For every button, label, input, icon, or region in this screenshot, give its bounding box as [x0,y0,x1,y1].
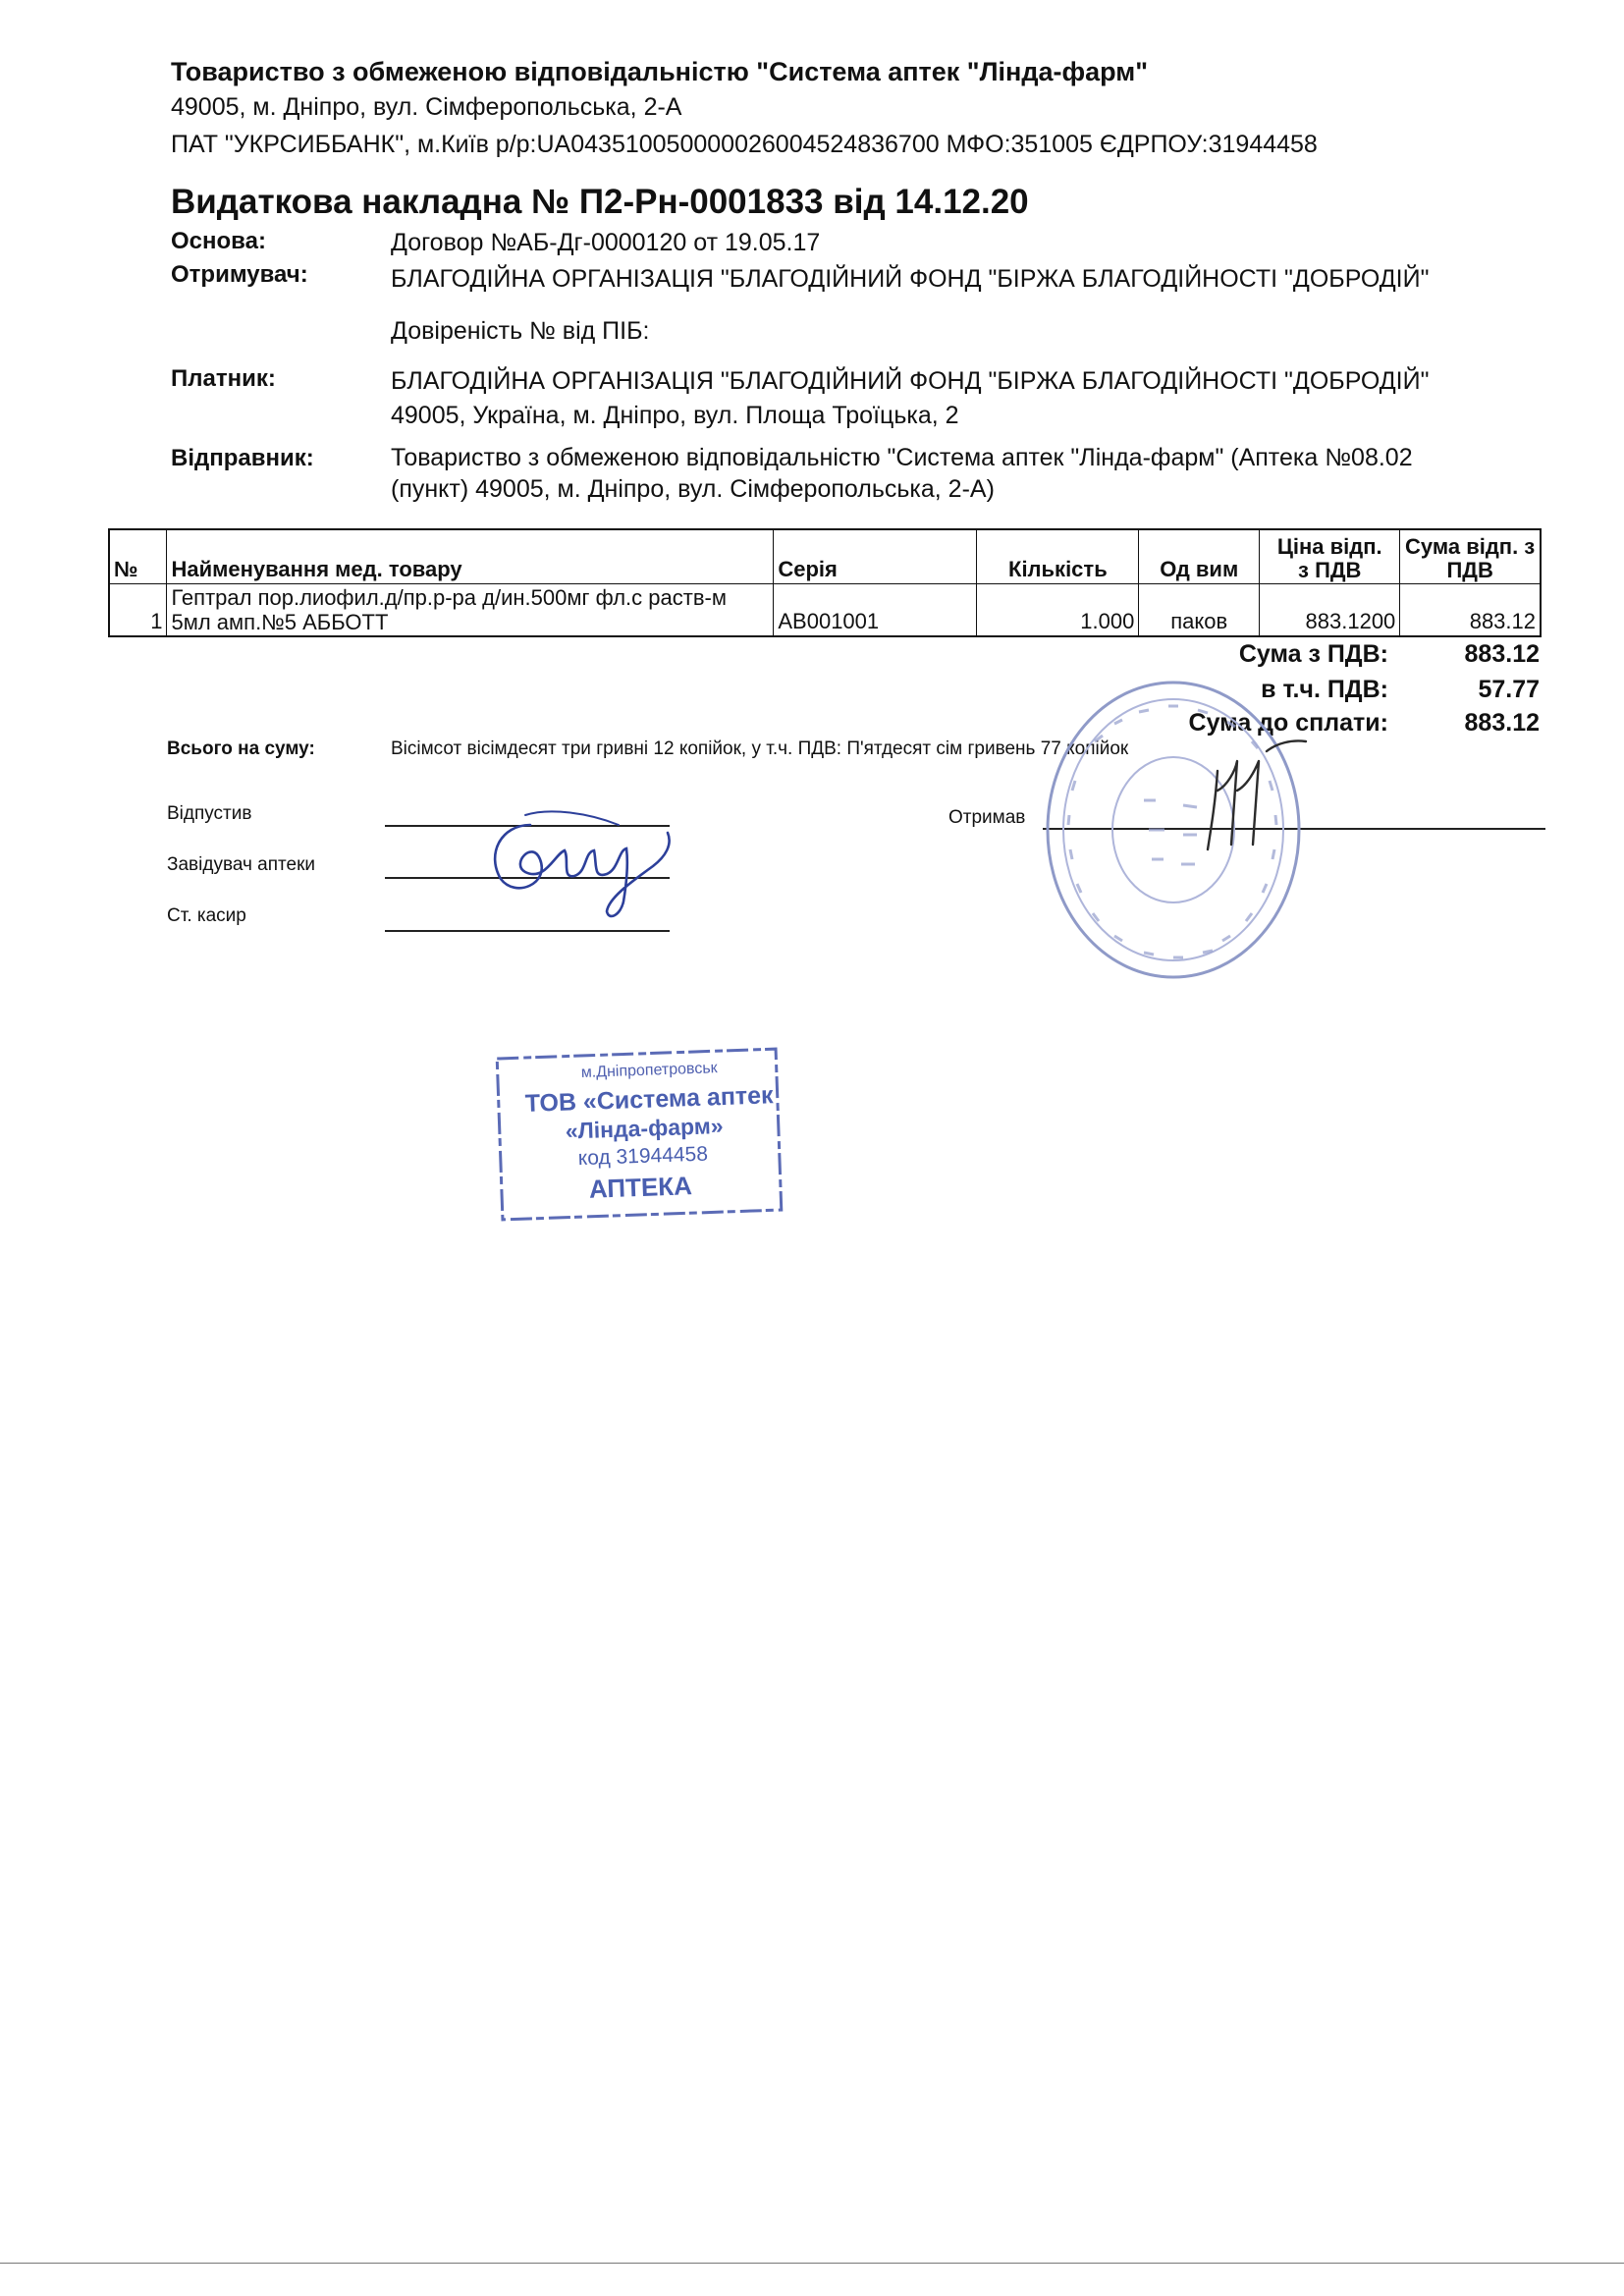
stamp-pharmacy: АПТЕКА [588,1171,693,1204]
header-name: Найменування мед. товару [167,529,774,584]
org-name: Товариство з обмеженою відповідальністю "Система аптек "Лінда-фарм" [171,57,1149,86]
received-label: Отримав [948,807,1026,828]
cashier-label: Ст. касир [167,905,246,926]
amount-words-label: Всього на суму: [167,738,315,759]
row-name-line2: 5мл амп.№5 АББОТТ [171,610,389,634]
cashier-signature-line [385,930,670,932]
recipient-label: Отримувач: [171,261,308,288]
scan-edge-line [0,2263,1624,2264]
basis-value: Договор №АБ-Дг-0000120 от 19.05.17 [391,229,821,256]
header-num: № [109,529,167,584]
to-pay-label: Сума до сплати: [1188,709,1388,737]
header-price-line2: з ПДВ [1298,558,1362,582]
header-price [1260,529,1400,584]
row-qty: 1.000 [977,584,1139,637]
stamp-city: м.Дніпропетровськ [580,1060,718,1082]
stamp-brand: «Лінда-фарм» [565,1113,724,1144]
vat-value: 57.77 [1478,676,1540,703]
row-unit: паков [1139,584,1260,637]
header-sum-line1: Сума відп. з [1405,534,1536,559]
org-address: 49005, м. Дніпро, вул. Сімферопольська, 2-А [171,93,682,121]
stamp-code: код 31944458 [577,1142,709,1171]
basis-label: Основа: [171,228,266,254]
sender-value-cont: (пункт) 49005, м. Дніпро, вул. Сімферопольська, 2-А) [391,475,995,503]
proxy-line: Довіреність № від ПІБ: [391,317,650,345]
released-label: Відпустив [167,803,252,824]
row-price: 883.1200 [1260,584,1400,637]
header-series: Серія [774,529,977,584]
amount-words-value: Вісімсот вісімдесят три гривні 12 копійок, у т.ч. ПДВ: П'ятдесят сім гривень 77 копійок [391,738,1129,759]
vat-label: в т.ч. ПДВ: [1261,676,1388,703]
header-qty: Кількість [977,529,1139,584]
sender-value: Товариство з обмеженою відповідальністю "Система аптек "Лінда-фарм" (Аптека №08.02 [391,444,1413,471]
row-num: 1 [109,584,167,637]
pharmacy-stamp [494,1046,785,1223]
row-sum: 883.12 [1400,584,1541,637]
bank-details: ПАТ "УКРСИББАНК", м.Київ р/р:UA043510050000026004524836700 МФО:351005 ЄДРПОУ:31944458 [171,131,1318,158]
document-title: Видаткова накладна № П2-Рн-0001833 від 14.12.20 [171,183,1029,221]
manager-label: Завідувач аптеки [167,854,315,875]
sender-label: Відправник: [171,445,314,471]
table-header-row [109,529,1541,584]
row-series: AB001001 [774,584,977,637]
recipient-value: БЛАГОДІЙНА ОРГАНІЗАЦІЯ "БЛАГОДІЙНИЙ ФОНД "БІРЖА БЛАГОДІЙНОСТІ "ДОБРОДІЙ" [391,265,1430,293]
payer-address: 49005, Україна, м. Дніпро, вул. Площа Троїцька, 2 [391,402,959,429]
stamp-company: ТОВ «Система аптек [524,1081,775,1119]
table-row [109,584,1541,637]
header-sum [1400,529,1541,584]
payer-label: Платник: [171,365,276,392]
row-name-line1: Гептрал пор.лиофил.д/пр.р-ра д/ин.500мг фл.с раств-м [171,585,727,610]
payer-value: БЛАГОДІЙНА ОРГАНІЗАЦІЯ "БЛАГОДІЙНИЙ ФОНД "БІРЖА БЛАГОДІЙНОСТІ "ДОБРОДІЙ" [391,367,1430,395]
manager-signature [471,786,677,923]
sum-vat-value: 883.12 [1464,640,1540,668]
row-name [167,584,774,637]
to-pay-value: 883.12 [1464,709,1540,737]
header-unit: Од вим [1139,529,1260,584]
header-price-line1: Ціна відп. [1276,534,1382,559]
recipient-signature [1198,732,1316,859]
sum-vat-label: Сума з ПДВ: [1238,640,1388,668]
header-sum-line2: ПДВ [1446,558,1493,582]
items-table [108,528,1542,637]
